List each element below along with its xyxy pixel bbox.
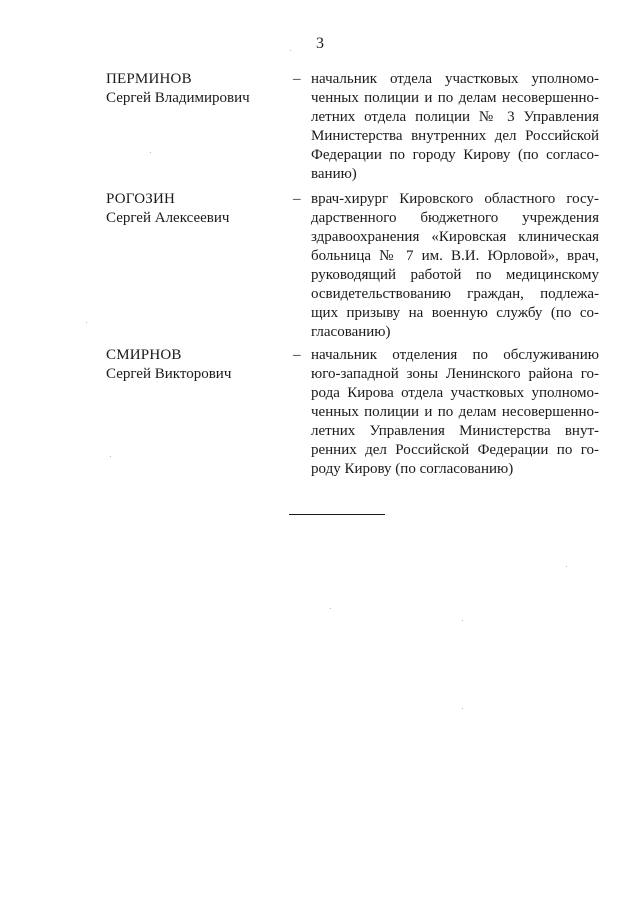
scan-speck [150,152,151,153]
position-line: Федерации по городу Кирову (по согласо- [311,147,599,163]
scan-speck [462,708,463,709]
page-number: 3 [316,35,324,52]
scan-speck [462,620,463,621]
position-line: гласованию) [311,324,391,340]
position-line: врач-хирург Кировского областного госу- [311,191,599,207]
member-surname: РОГОЗИН [106,191,176,207]
scan-speck [566,566,567,567]
member-name [106,346,286,384]
position-line: руководящий работой по медицинскому [311,267,599,283]
position-line: освидетельствованию граждан, подлежа- [311,286,599,302]
position-line: летних отдела полиции № 3 Управления [311,109,599,125]
position-line: больница № 7 им. В.И. Юрловой», врач, [311,248,599,264]
position-line: летних Управления Министерства внут- [311,423,599,439]
member-position [311,70,599,184]
member-position [311,346,599,479]
member-given-names: Сергей Викторович [106,366,232,382]
member-position [311,190,599,342]
dash-separator: – [293,347,301,363]
position-line: щих призыву на военную службу (по со- [311,305,599,321]
position-line: рода Кирова отдела участковых уполномо- [311,385,599,401]
member-name [106,190,286,228]
position-line: начальник отделения по обслуживанию [311,347,599,363]
position-line: дарственного бюджетного учреждения [311,210,599,226]
position-line: юго-западной зоны Ленинского района го- [311,366,599,382]
scan-speck [330,608,331,609]
position-line: роду Кирову (по согласованию) [311,461,514,477]
position-line: ченных полиции и по делам несовершенно- [311,90,599,106]
position-line: здравоохранения «Кировская клиническая [311,229,599,245]
position-line: ченных полиции и по делам несовершенно- [311,404,599,420]
dash-separator: – [293,191,301,207]
position-line: ренних дел Российской Федерации по го- [311,442,599,458]
member-surname: СМИРНОВ [106,347,182,363]
closing-rule [289,514,385,515]
position-line: ванию) [311,166,357,182]
dash-separator: – [293,71,301,87]
position-line: начальник отдела участковых уполномо- [311,71,599,87]
scan-speck [290,50,291,51]
member-given-names: Сергей Алексеевич [106,210,230,226]
scan-speck [110,456,111,457]
member-given-names: Сергей Владимирович [106,90,250,106]
scan-speck [86,322,87,323]
member-name [106,70,286,108]
position-line: Министерства внутренних дел Российской [311,128,599,144]
member-surname: ПЕРМИНОВ [106,71,192,87]
